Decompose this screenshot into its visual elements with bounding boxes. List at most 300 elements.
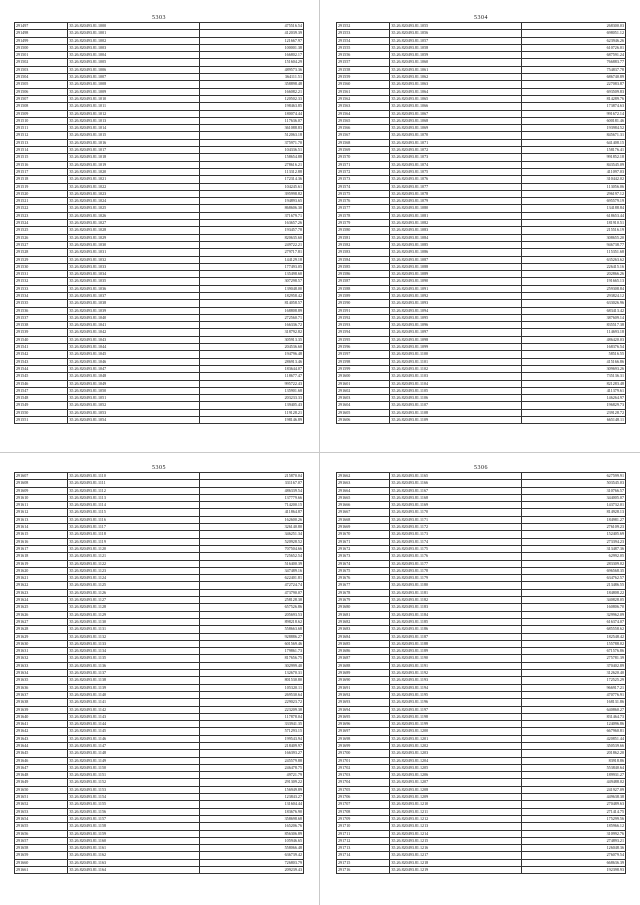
row-amount-cell: 229023.72	[200, 699, 304, 706]
page-title: 5305	[152, 465, 166, 471]
row-code-cell: 35.26.820493.81.1071	[390, 139, 522, 146]
row-code-cell: 35.26.820493.81.1086	[390, 249, 522, 256]
table-row	[15, 220, 304, 227]
row-code-cell: 35.26.820493.81.1144	[68, 721, 200, 728]
table-row	[337, 37, 626, 44]
row-code-cell: 35.26.820493.81.1023	[68, 190, 200, 197]
row-id-cell: 291520	[15, 190, 68, 197]
row-code-cell: 35.26.820493.81.1035	[68, 278, 200, 285]
row-code-cell: 35.26.820493.81.1058	[390, 44, 522, 51]
row-code-cell: 35.26.820493.81.1101	[390, 358, 522, 365]
row-code-cell: 35.26.820493.81.1205	[390, 764, 522, 771]
table-row	[337, 176, 626, 183]
row-amount-cell: 182548.42	[522, 633, 626, 640]
row-id-cell: 291672	[337, 545, 390, 552]
table-row	[15, 801, 304, 808]
row-amount-cell: 205693.53	[200, 611, 304, 618]
row-amount-cell: 665148.11	[522, 417, 626, 424]
table-row	[15, 867, 304, 874]
row-amount-cell: 616374.07	[522, 618, 626, 625]
row-id-cell: 291532	[15, 278, 68, 285]
row-code-cell: 35.26.820493.81.1105	[390, 387, 522, 394]
row-code-cell: 35.26.820493.81.1096	[390, 322, 522, 329]
row-id-cell: 291647	[15, 764, 68, 771]
row-amount-cell: 151604.29	[200, 59, 304, 66]
row-amount-cell: 470776.91	[522, 691, 626, 698]
row-code-cell: 35.26.820493.81.1088	[390, 263, 522, 270]
row-amount-cell: 347489.16	[200, 567, 304, 574]
row-amount-cell: 213486.55	[522, 582, 626, 589]
row-amount-cell: 179861.73	[200, 648, 304, 655]
row-amount-cell: 156949.89	[200, 786, 304, 793]
table-row	[15, 633, 304, 640]
row-amount-cell: 344005.07	[522, 494, 626, 501]
row-code-cell: 35.26.820493.81.1157	[68, 815, 200, 822]
row-code-cell: 35.26.820493.81.1109	[390, 417, 522, 424]
row-id-cell: 291546	[15, 380, 68, 387]
row-amount-cell: 411864.87	[200, 509, 304, 516]
row-amount-cell: 473790.07	[200, 589, 304, 596]
row-id-cell: 291692	[337, 691, 390, 698]
row-code-cell: 35.26.820493.81.1057	[390, 37, 522, 44]
row-id-cell: 291569	[337, 147, 390, 154]
row-id-cell: 291653	[15, 808, 68, 815]
row-amount-cell: 271414.75	[522, 808, 626, 815]
row-id-cell: 291665	[337, 494, 390, 501]
row-amount-cell: 168376.54	[522, 344, 626, 351]
row-amount-cell: 275781.39	[522, 655, 626, 662]
row-id-cell: 291503	[15, 66, 68, 73]
table-row	[15, 494, 304, 501]
table-row	[337, 567, 626, 574]
row-id-cell: 291615	[15, 531, 68, 538]
row-id-cell: 291689	[337, 670, 390, 677]
table-row	[337, 531, 626, 538]
row-id-cell: 291634	[15, 670, 68, 677]
table-row	[337, 706, 626, 713]
row-id-cell: 291691	[337, 684, 390, 691]
table-row	[337, 380, 626, 387]
table-row	[15, 640, 304, 647]
row-amount-cell: 135498.60	[200, 271, 304, 278]
row-id-cell: 291702	[337, 764, 390, 771]
row-id-cell: 291646	[15, 757, 68, 764]
row-code-cell: 35.26.820493.81.1032	[68, 256, 200, 263]
row-code-cell: 35.26.820493.81.1178	[390, 567, 522, 574]
row-code-cell: 35.26.820493.81.1209	[390, 794, 522, 801]
horizontal-divider	[0, 452, 640, 453]
page-5303	[14, 14, 304, 424]
row-id-cell: 291661	[15, 867, 68, 874]
row-amount-cell: 270489.63	[522, 801, 626, 808]
row-code-cell: 35.26.820493.81.1172	[390, 524, 522, 531]
table-row	[15, 292, 304, 299]
row-id-cell: 291660	[15, 859, 68, 866]
row-id-cell: 291549	[15, 402, 68, 409]
table-row	[15, 772, 304, 779]
table-row	[337, 74, 626, 81]
row-amount-cell: 387609.14	[522, 314, 626, 321]
row-amount-cell: 412039.39	[200, 30, 304, 37]
row-id-cell: 291522	[15, 205, 68, 212]
table-row	[337, 837, 626, 844]
table-row	[15, 852, 304, 859]
row-code-cell: 35.26.820493.81.1056	[390, 30, 522, 37]
table-row	[15, 538, 304, 545]
row-id-cell: 291579	[337, 220, 390, 227]
row-code-cell: 35.26.820493.81.1030	[68, 241, 200, 248]
row-amount-cell: 168808.89	[200, 307, 304, 314]
row-code-cell: 35.26.820493.81.1153	[68, 786, 200, 793]
table-row	[15, 147, 304, 154]
table-row	[337, 95, 626, 102]
table-row	[337, 307, 626, 314]
table-row	[337, 344, 626, 351]
row-id-cell: 291711	[337, 830, 390, 837]
row-amount-cell: 898218.62	[200, 618, 304, 625]
table-row	[337, 575, 626, 582]
row-code-cell: 35.26.820493.81.1133	[68, 640, 200, 647]
row-amount-cell: 246478.75	[200, 764, 304, 771]
row-id-cell: 291667	[337, 509, 390, 516]
table-row	[15, 786, 304, 793]
row-code-cell: 35.26.820493.81.1211	[390, 808, 522, 815]
table-row	[15, 480, 304, 487]
row-id-cell: 291573	[337, 176, 390, 183]
row-amount-cell: 627599.91	[522, 473, 626, 480]
row-code-cell: 35.26.820493.81.1070	[390, 132, 522, 139]
row-code-cell: 35.26.820493.81.1041	[68, 322, 200, 329]
row-amount-cell: 182958.42	[200, 292, 304, 299]
row-id-cell: 291601	[337, 380, 390, 387]
row-id-cell: 291636	[15, 684, 68, 691]
row-amount-cell: 144129.18	[200, 256, 304, 263]
row-code-cell: 35.26.820493.81.1100	[390, 351, 522, 358]
row-amount-cell: 198463.85	[200, 103, 304, 110]
table-row	[337, 815, 626, 822]
row-amount-cell: 411097.03	[522, 168, 626, 175]
row-code-cell: 35.26.820493.81.1114	[68, 502, 200, 509]
row-amount-cell: 198146.89	[200, 417, 304, 424]
row-amount-cell: 183676.90	[200, 808, 304, 815]
row-amount-cell: 814289.76	[522, 95, 626, 102]
row-code-cell: 35.26.820493.81.1002	[68, 37, 200, 44]
table-row	[15, 706, 304, 713]
row-id-cell: 291562	[337, 95, 390, 102]
row-amount-cell: 516400.39	[200, 560, 304, 567]
table-row	[337, 553, 626, 560]
row-code-cell: 35.26.820493.81.1044	[68, 344, 200, 351]
row-id-cell: 291700	[337, 750, 390, 757]
row-amount-cell: 58516.55	[522, 351, 626, 358]
row-id-cell: 291560	[337, 81, 390, 88]
table-row	[337, 417, 626, 424]
row-amount-cell: 503545.03	[522, 480, 626, 487]
row-code-cell: 35.26.820493.81.1121	[68, 553, 200, 560]
row-id-cell: 291528	[15, 249, 68, 256]
row-id-cell: 291534	[15, 292, 68, 299]
row-id-cell: 291567	[337, 132, 390, 139]
table-row	[337, 387, 626, 394]
table-row	[337, 358, 626, 365]
row-amount-cell: 114693.18	[522, 329, 626, 336]
table-row	[15, 380, 304, 387]
row-code-cell: 35.26.820493.81.1069	[390, 125, 522, 132]
table-row	[337, 597, 626, 604]
table-row	[337, 271, 626, 278]
table-row	[337, 611, 626, 618]
row-id-cell: 291687	[337, 655, 390, 662]
row-code-cell: 35.26.820493.81.1136	[68, 662, 200, 669]
table-row	[337, 110, 626, 117]
table-row	[15, 713, 304, 720]
row-amount-cell: 512063.18	[200, 132, 304, 139]
row-id-cell: 291550	[15, 409, 68, 416]
row-amount-cell: 845671.31	[522, 132, 626, 139]
row-code-cell: 35.26.820493.81.1074	[390, 161, 522, 168]
row-amount-cell: 139405.43	[200, 402, 304, 409]
row-amount-cell: 486420.03	[522, 336, 626, 343]
table-row	[15, 575, 304, 582]
table-row	[337, 139, 626, 146]
row-code-cell: 35.26.820493.81.1132	[68, 633, 200, 640]
table-row	[337, 728, 626, 735]
row-id-cell: 291677	[337, 582, 390, 589]
row-id-cell: 291509	[15, 110, 68, 117]
row-id-cell: 291572	[337, 168, 390, 175]
row-code-cell: 35.26.820493.81.1031	[68, 249, 200, 256]
row-id-cell: 291505	[15, 81, 68, 88]
row-amount-cell: 657526.86	[200, 604, 304, 611]
table-row	[15, 117, 304, 124]
row-id-cell: 291525	[15, 227, 68, 234]
row-id-cell: 291531	[15, 271, 68, 278]
row-code-cell: 35.26.820493.81.1072	[390, 147, 522, 154]
row-id-cell: 291508	[15, 103, 68, 110]
table-row	[15, 198, 304, 205]
table-row	[15, 589, 304, 596]
row-code-cell: 35.26.820493.81.1207	[390, 779, 522, 786]
row-code-cell: 35.26.820493.81.1134	[68, 648, 200, 655]
row-amount-cell: 350539.66	[522, 742, 626, 749]
row-amount-cell: 276079.54	[522, 852, 626, 859]
row-id-cell: 291670	[337, 531, 390, 538]
row-code-cell: 35.26.820493.81.1036	[68, 285, 200, 292]
row-id-cell: 291688	[337, 662, 390, 669]
row-code-cell: 35.26.820493.81.1140	[68, 691, 200, 698]
row-amount-cell: 184808.22	[522, 589, 626, 596]
table-row	[15, 750, 304, 757]
row-id-cell: 291709	[337, 815, 390, 822]
row-id-cell: 291685	[337, 640, 390, 647]
table-row	[15, 139, 304, 146]
row-code-cell: 35.26.820493.81.1131	[68, 626, 200, 633]
row-code-cell: 35.26.820493.81.1049	[68, 380, 200, 387]
row-code-cell: 35.26.820493.81.1012	[68, 110, 200, 117]
row-id-cell: 291542	[15, 351, 68, 358]
row-amount-cell: 843545.09	[522, 161, 626, 168]
row-id-cell: 291690	[337, 677, 390, 684]
table-row	[337, 480, 626, 487]
row-code-cell: 35.26.820493.81.1103	[390, 373, 522, 380]
row-code-cell: 35.26.820493.81.1170	[390, 509, 522, 516]
row-amount-cell: 104245.61	[200, 183, 304, 190]
table-row	[337, 830, 626, 837]
row-id-cell: 291657	[15, 837, 68, 844]
row-code-cell: 35.26.820493.81.1045	[68, 351, 200, 358]
row-code-cell: 35.26.820493.81.1082	[390, 220, 522, 227]
table-row	[15, 742, 304, 749]
row-code-cell: 35.26.820493.81.1106	[390, 395, 522, 402]
row-amount-cell: 991672.14	[522, 110, 626, 117]
row-code-cell: 35.26.820493.81.1195	[390, 691, 522, 698]
row-amount-cell: 558066.48	[200, 845, 304, 852]
row-amount-cell: 801530.80	[200, 677, 304, 684]
row-code-cell: 35.26.820493.81.1063	[390, 81, 522, 88]
row-amount-cell: 318792.82	[200, 329, 304, 336]
row-code-cell: 35.26.820493.81.1167	[390, 487, 522, 494]
table-row	[337, 30, 626, 37]
row-amount-cell: 293824.12	[522, 292, 626, 299]
table-row	[337, 742, 626, 749]
row-amount-cell: 668636.39	[522, 859, 626, 866]
row-code-cell: 35.26.820493.81.1018	[68, 154, 200, 161]
table-row	[15, 183, 304, 190]
table-row	[337, 655, 626, 662]
row-amount-cell: 49721.79	[200, 772, 304, 779]
table-row	[337, 322, 626, 329]
row-code-cell: 35.26.820493.81.1076	[390, 176, 522, 183]
row-id-cell: 291499	[15, 37, 68, 44]
row-amount-cell: 152405.69	[522, 531, 626, 538]
row-amount-cell: 194893.65	[200, 198, 304, 205]
row-amount-cell: 105320.11	[200, 684, 304, 691]
row-amount-cell: 415166.86	[522, 358, 626, 365]
row-id-cell: 291504	[15, 74, 68, 81]
row-id-cell: 291498	[15, 30, 68, 37]
table-row	[337, 351, 626, 358]
row-code-cell: 35.26.820493.81.1004	[68, 52, 200, 59]
row-amount-cell: 204536.60	[200, 344, 304, 351]
row-id-cell: 291588	[337, 285, 390, 292]
table-row	[15, 241, 304, 248]
row-id-cell: 291682	[337, 618, 390, 625]
row-code-cell: 35.26.820493.81.1003	[68, 44, 200, 51]
row-id-cell: 291565	[337, 117, 390, 124]
row-id-cell: 291544	[15, 365, 68, 372]
row-amount-cell: 175299.56	[522, 815, 626, 822]
row-id-cell: 291552	[337, 23, 390, 30]
row-code-cell: 35.26.820493.81.1188	[390, 640, 522, 647]
row-amount-cell: 226415.16	[522, 263, 626, 270]
row-id-cell: 291686	[337, 648, 390, 655]
table-row	[337, 125, 626, 132]
table-row	[15, 545, 304, 552]
table-row	[337, 329, 626, 336]
row-amount-cell: 273394.23	[522, 538, 626, 545]
row-code-cell: 35.26.820493.81.1163	[68, 859, 200, 866]
row-id-cell: 291598	[337, 358, 390, 365]
row-id-cell: 291535	[15, 300, 68, 307]
table-row	[337, 256, 626, 263]
table-row	[337, 23, 626, 30]
row-code-cell: 35.26.820493.81.1177	[390, 560, 522, 567]
row-code-cell: 35.26.820493.81.1165	[390, 473, 522, 480]
row-id-cell: 291556	[337, 52, 390, 59]
row-id-cell: 291524	[15, 220, 68, 227]
row-code-cell: 35.26.820493.81.1048	[68, 373, 200, 380]
row-id-cell: 291716	[337, 867, 390, 874]
row-id-cell: 291539	[15, 329, 68, 336]
table-row	[15, 597, 304, 604]
row-amount-cell: 698051.12	[522, 30, 626, 37]
row-code-cell: 35.26.820493.81.1078	[390, 190, 522, 197]
row-code-cell: 35.26.820493.81.1046	[68, 358, 200, 365]
row-amount-cell: 193984.52	[522, 125, 626, 132]
row-amount-cell: 601569.46	[200, 640, 304, 647]
table-row	[15, 823, 304, 830]
table-row	[337, 395, 626, 402]
row-amount-cell: 135901.68	[200, 387, 304, 394]
row-code-cell: 35.26.820493.81.1016	[68, 139, 200, 146]
row-code-cell: 35.26.820493.81.1093	[390, 300, 522, 307]
row-amount-cell: 269530.64	[200, 691, 304, 698]
row-code-cell: 35.26.820493.81.1202	[390, 742, 522, 749]
row-code-cell: 35.26.820493.81.1161	[68, 845, 200, 852]
table-row	[337, 801, 626, 808]
row-amount-cell: 635263.62	[522, 256, 626, 263]
table-row	[337, 132, 626, 139]
row-id-cell: 291568	[337, 139, 390, 146]
row-amount-cell: 946738.77	[522, 241, 626, 248]
row-code-cell: 35.26.820493.81.1097	[390, 329, 522, 336]
row-id-cell: 291710	[337, 823, 390, 830]
row-id-cell: 291659	[15, 852, 68, 859]
row-id-cell: 291610	[15, 494, 68, 501]
row-amount-cell: 686740.89	[522, 74, 626, 81]
row-id-cell: 291655	[15, 823, 68, 830]
table-row	[337, 190, 626, 197]
row-id-cell: 291502	[15, 59, 68, 66]
row-code-cell: 35.26.820493.81.1125	[68, 582, 200, 589]
table-row	[15, 611, 304, 618]
table-row	[15, 837, 304, 844]
table-row	[15, 395, 304, 402]
table-row	[337, 516, 626, 523]
row-code-cell: 35.26.820493.81.1026	[68, 212, 200, 219]
row-id-cell: 291662	[337, 473, 390, 480]
row-id-cell: 291633	[15, 662, 68, 669]
row-amount-cell: 120502.33	[200, 95, 304, 102]
row-code-cell: 35.26.820493.81.1124	[68, 575, 200, 582]
row-id-cell: 291715	[337, 859, 390, 866]
row-code-cell: 35.26.820493.81.1019	[68, 161, 200, 168]
row-id-cell: 291576	[337, 198, 390, 205]
table-row	[337, 365, 626, 372]
table-row	[337, 772, 626, 779]
table-row	[337, 198, 626, 205]
table-row	[337, 794, 626, 801]
row-amount-cell: 239128.72	[522, 409, 626, 416]
table-row	[15, 487, 304, 494]
table-row	[337, 684, 626, 691]
row-code-cell: 35.26.820493.81.1034	[68, 271, 200, 278]
row-id-cell: 291500	[15, 44, 68, 51]
row-amount-cell: 166082.21	[200, 88, 304, 95]
row-code-cell: 35.26.820493.81.1112	[68, 487, 200, 494]
table-row	[337, 103, 626, 110]
row-id-cell: 291614	[15, 524, 68, 531]
